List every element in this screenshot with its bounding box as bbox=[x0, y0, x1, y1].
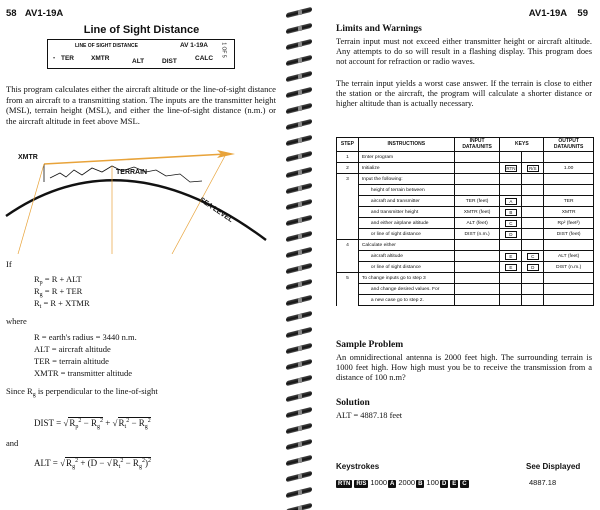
cell-input: TER (feet) bbox=[454, 196, 500, 207]
definition-xmtr: XMTR = transmitter altitude bbox=[34, 368, 133, 378]
cell-instruction: or line of sight distance bbox=[358, 229, 454, 240]
solution-text: ALT = 4887.18 feet bbox=[336, 411, 403, 420]
cell-key-1 bbox=[500, 152, 522, 163]
cell-step bbox=[337, 284, 359, 295]
cell-input: DIST (n.m.) bbox=[454, 229, 500, 240]
binding-ring bbox=[286, 136, 312, 145]
cell-input bbox=[454, 262, 500, 273]
steps-body bbox=[337, 152, 594, 306]
cell-input bbox=[454, 152, 500, 163]
definition-ter: TER = terrain altitude bbox=[34, 356, 109, 366]
cell-key-2 bbox=[522, 295, 544, 306]
cell-output bbox=[544, 295, 594, 306]
ring-hole bbox=[298, 58, 302, 63]
cell-key-1 bbox=[500, 229, 522, 240]
sample-heading: Sample Problem bbox=[336, 340, 404, 350]
keystroke-key: RTN bbox=[338, 481, 351, 487]
cell-key-2 bbox=[522, 251, 544, 262]
eq-rg-sub: g bbox=[39, 292, 43, 298]
keystroke-key: E bbox=[452, 481, 457, 487]
binding-ring bbox=[286, 168, 312, 177]
ring-hole bbox=[298, 506, 302, 510]
cell-key-1 bbox=[500, 251, 522, 262]
key-box: B bbox=[505, 209, 517, 216]
since-sub: g bbox=[32, 392, 36, 398]
cell-output bbox=[544, 152, 594, 163]
card-key-ter: TER bbox=[61, 55, 74, 62]
ring-hole bbox=[298, 378, 302, 383]
cell-instruction: height of terrain between bbox=[358, 185, 454, 196]
cell-instruction: Calculate either bbox=[358, 240, 454, 251]
cell-instruction: Input the following: bbox=[358, 174, 454, 185]
line-of-sight-diagram bbox=[4, 144, 280, 254]
ring-hole bbox=[298, 298, 302, 303]
binding-ring bbox=[286, 104, 312, 113]
cell-step bbox=[337, 262, 359, 273]
binding-ring bbox=[286, 88, 312, 97]
ring-hole bbox=[298, 442, 302, 447]
card-key-calc: CALC bbox=[195, 55, 214, 62]
binding-ring bbox=[286, 296, 312, 305]
card-key-alt: ALT bbox=[132, 58, 145, 65]
solution-heading: Solution bbox=[336, 398, 370, 408]
ring-hole bbox=[298, 266, 302, 271]
col-instructions: INSTRUCTIONS bbox=[358, 138, 454, 152]
cell-step bbox=[337, 251, 359, 262]
eq-rt-lhs: R bbox=[34, 298, 40, 308]
line-of-sight-ray bbox=[44, 154, 226, 164]
page-title: Line of Sight Distance bbox=[83, 24, 200, 36]
cell-key-2 bbox=[522, 218, 544, 229]
and-label: and bbox=[6, 438, 19, 448]
ring-hole bbox=[298, 490, 302, 495]
cell-output: DIST (feet) bbox=[544, 229, 594, 240]
ring-hole bbox=[298, 10, 302, 15]
program-code: AV1-19A bbox=[528, 8, 567, 19]
where-label: where bbox=[6, 316, 27, 326]
table-row bbox=[337, 284, 594, 295]
cell-key-2 bbox=[522, 174, 544, 185]
see-displayed-heading: See Displayed bbox=[526, 462, 581, 471]
diagram-svg bbox=[4, 144, 280, 254]
key-box: D bbox=[527, 264, 539, 271]
cell-instruction: To change inputs go to step 3 bbox=[358, 273, 454, 284]
card-side: 1 OF 5 bbox=[220, 42, 227, 58]
ring-hole bbox=[298, 186, 302, 191]
binding-ring bbox=[286, 424, 312, 433]
cell-input bbox=[454, 295, 500, 306]
key-box: C bbox=[505, 220, 517, 227]
page-number: 59 bbox=[577, 8, 588, 19]
cell-output: 1.00 bbox=[544, 163, 594, 174]
label-sea-level: SEA LEVEL bbox=[198, 196, 234, 225]
cell-output: DIST (n.m.) bbox=[544, 262, 594, 273]
ring-hole bbox=[298, 282, 302, 287]
cell-key-2 bbox=[522, 152, 544, 163]
cell-step bbox=[337, 185, 359, 196]
ring-hole bbox=[298, 362, 302, 367]
binding-ring bbox=[286, 72, 312, 81]
binding-ring bbox=[286, 40, 312, 49]
cell-instruction: Enter program bbox=[358, 152, 454, 163]
binding-ring bbox=[286, 360, 312, 369]
dist-formula-lhs: DIST = bbox=[34, 418, 64, 428]
cell-step bbox=[337, 229, 359, 240]
card-key-xmtr: XMTR bbox=[91, 55, 110, 62]
cell-input bbox=[454, 273, 500, 284]
magnetic-card bbox=[47, 39, 235, 69]
key-box: E bbox=[505, 253, 517, 260]
cell-instruction: or line of sight distance bbox=[358, 262, 454, 273]
ring-hole bbox=[298, 394, 302, 399]
label-xmtr: XMTR bbox=[18, 154, 38, 161]
sea-level-arc bbox=[6, 180, 266, 240]
cell-step bbox=[337, 218, 359, 229]
binding-ring bbox=[286, 392, 312, 401]
cell-output: TER bbox=[544, 196, 594, 207]
cell-key-1 bbox=[500, 284, 522, 295]
ring-hole bbox=[298, 74, 302, 79]
cell-instruction: Initialize bbox=[358, 163, 454, 174]
cell-key-2 bbox=[522, 207, 544, 218]
key-box: R/S bbox=[527, 165, 539, 172]
cell-instruction: aircraft altitude bbox=[358, 251, 454, 262]
ring-hole bbox=[298, 410, 302, 415]
cell-instruction: and transmitter height bbox=[358, 207, 454, 218]
dist-formula: DIST = $√R_p^2 - R_g^2 + √R_t^2 - R_g^2$ bbox=[34, 418, 151, 430]
ring-hole bbox=[298, 346, 302, 351]
cell-step bbox=[337, 207, 359, 218]
ring-hole bbox=[298, 154, 302, 159]
label-terrain: TERRAIN bbox=[116, 169, 148, 176]
keystroke-sequence bbox=[336, 478, 471, 488]
binding-ring bbox=[286, 408, 312, 417]
binding-ring bbox=[286, 312, 312, 321]
radius-line-3 bbox=[172, 154, 226, 254]
cell-step: 5 bbox=[337, 273, 359, 284]
cell-output: XMTR bbox=[544, 207, 594, 218]
cell-step: 1 bbox=[337, 152, 359, 163]
ring-hole bbox=[298, 314, 302, 319]
card-dot-icon: • bbox=[53, 56, 56, 62]
keystroke-number: 100 bbox=[426, 478, 439, 487]
ring-hole bbox=[298, 202, 302, 207]
binding-ring bbox=[286, 504, 312, 510]
cell-input: ALT (feet) bbox=[454, 218, 500, 229]
cell-output bbox=[544, 174, 594, 185]
cell-instruction: and change desired values. For bbox=[358, 284, 454, 295]
table-header-row bbox=[337, 138, 594, 152]
table-row bbox=[337, 251, 594, 262]
since-sentence bbox=[6, 386, 158, 398]
cell-key-2 bbox=[522, 273, 544, 284]
cell-step: 2 bbox=[337, 163, 359, 174]
ring-hole bbox=[298, 170, 302, 175]
cell-key-2 bbox=[522, 240, 544, 251]
binding-ring bbox=[286, 376, 312, 385]
cell-key-1 bbox=[500, 218, 522, 229]
definition-r: R = earth's radius = 3440 n.m. bbox=[34, 332, 137, 342]
binding-ring bbox=[286, 8, 312, 17]
right-page bbox=[314, 0, 600, 510]
cell-instruction: and either airplane altitude bbox=[358, 218, 454, 229]
binding-ring bbox=[286, 184, 312, 193]
alt-formula-lhs: ALT = bbox=[34, 458, 61, 468]
keystroke-key: R/S bbox=[356, 481, 367, 487]
sample-text: An omnidirectional antenna is 2000 feet high. The surrounding terrain is 1000 feet high. How high must you be to receive the transmission from a distance of 100 n.m? bbox=[336, 353, 592, 383]
left-header bbox=[6, 8, 69, 19]
binding-ring bbox=[286, 56, 312, 65]
table-row bbox=[337, 185, 594, 196]
binding-ring bbox=[286, 344, 312, 353]
cell-key-1 bbox=[500, 207, 522, 218]
cell-output: Rp² (feet²) bbox=[544, 218, 594, 229]
keystroke-key: B bbox=[418, 481, 423, 487]
right-header bbox=[521, 8, 588, 19]
binding-ring bbox=[286, 328, 312, 337]
ring-hole bbox=[298, 250, 302, 255]
eq-rg-rhs: = R + TER bbox=[44, 286, 83, 296]
spiral-binding bbox=[283, 0, 314, 510]
limits-paragraph-2: The terrain input yields a worst case answer. If the terrain is close to either the station or the aircraft, the program will calculate a shorter distance or higher altitude than is actually necessary. bbox=[336, 79, 592, 109]
binding-ring bbox=[286, 216, 312, 225]
ring-hole bbox=[298, 426, 302, 431]
steps-table bbox=[336, 137, 594, 306]
binding-ring bbox=[286, 280, 312, 289]
cell-step bbox=[337, 196, 359, 207]
cell-input bbox=[454, 284, 500, 295]
binding-ring bbox=[286, 472, 312, 481]
ring-hole bbox=[298, 90, 302, 95]
if-label: If bbox=[6, 259, 12, 269]
keystroke-key: D bbox=[441, 481, 447, 487]
ring-hole bbox=[298, 234, 302, 239]
equation-rp bbox=[34, 274, 82, 286]
cell-output: ALT (feet) bbox=[544, 251, 594, 262]
cell-key-2 bbox=[522, 196, 544, 207]
cell-key-1 bbox=[500, 240, 522, 251]
ring-hole bbox=[298, 106, 302, 111]
table-row bbox=[337, 262, 594, 273]
cell-key-2 bbox=[522, 229, 544, 240]
cell-input: XMTR (feet) bbox=[454, 207, 500, 218]
ring-hole bbox=[298, 26, 302, 31]
equation-rt bbox=[34, 298, 90, 310]
cell-instruction: aircraft and transmitter bbox=[358, 196, 454, 207]
limits-paragraph-1: Terrain input must not exceed either transmitter height or aircraft altitude. Any attempts to do so will result in a flashing display. This program does not account for refraction or radio waves. bbox=[336, 37, 592, 67]
cell-output bbox=[544, 284, 594, 295]
cell-output bbox=[544, 273, 594, 284]
binding-ring bbox=[286, 24, 312, 33]
cell-step bbox=[337, 295, 359, 306]
ring-hole bbox=[298, 218, 302, 223]
key-box: RTN bbox=[506, 165, 516, 171]
col-step: STEP bbox=[337, 138, 359, 152]
binding-ring bbox=[286, 232, 312, 241]
keystroke-key: C bbox=[462, 481, 467, 487]
limits-heading: Limits and Warnings bbox=[336, 24, 422, 34]
eq-rg-lhs: R bbox=[34, 286, 40, 296]
program-code: AV1-19A bbox=[24, 8, 64, 19]
cell-key-2 bbox=[522, 284, 544, 295]
cell-key-1 bbox=[500, 295, 522, 306]
card-key-dist: DIST bbox=[162, 58, 177, 65]
binding-ring bbox=[286, 264, 312, 273]
keystroke-key: A bbox=[390, 481, 395, 487]
binding-ring bbox=[286, 248, 312, 257]
ring-hole bbox=[298, 458, 302, 463]
cell-input bbox=[454, 163, 500, 174]
keystroke-number: 2000 bbox=[398, 478, 416, 487]
binding-ring bbox=[286, 200, 312, 209]
cell-input bbox=[454, 185, 500, 196]
page-number: 58 bbox=[6, 8, 17, 19]
equation-rg bbox=[34, 286, 82, 298]
cell-input bbox=[454, 251, 500, 262]
definition-alt: ALT = aircraft altitude bbox=[34, 344, 111, 354]
cell-key-2 bbox=[522, 262, 544, 273]
cell-key-1 bbox=[500, 262, 522, 273]
intro-paragraph: This program calculates either the aircraft altitude or the line-of-sight distance from an aircraft to a transmitting station. The inputs are the transmitter height (MSL), terrain height (MSL), and either the line-of-sight distance (n.m.) or the aircraft altitude in feet above MSL. bbox=[6, 84, 276, 126]
col-keys: KEYS bbox=[500, 138, 544, 152]
cell-key-1 bbox=[500, 185, 522, 196]
eq-rt-rhs: = R + XTMR bbox=[43, 298, 90, 308]
ring-hole bbox=[298, 122, 302, 127]
cell-step: 4 bbox=[337, 240, 359, 251]
table-row bbox=[337, 229, 594, 240]
key-box: E bbox=[505, 264, 517, 271]
binding-ring bbox=[286, 152, 312, 161]
cell-step: 3 bbox=[337, 174, 359, 185]
cell-instruction: a new case go to step 2. bbox=[358, 295, 454, 306]
cell-key-1 bbox=[500, 163, 522, 174]
card-name: AV 1-19A bbox=[179, 42, 208, 49]
cell-key-1 bbox=[500, 174, 522, 185]
ring-hole bbox=[298, 42, 302, 47]
table-row bbox=[337, 196, 594, 207]
eq-rp-lhs: R bbox=[34, 274, 40, 284]
cell-key-2 bbox=[522, 163, 544, 174]
table-row bbox=[337, 218, 594, 229]
eq-rt-sub: t bbox=[39, 304, 42, 310]
key-box: D bbox=[505, 231, 517, 238]
cell-input bbox=[454, 174, 500, 185]
cell-input bbox=[454, 240, 500, 251]
key-box: A bbox=[505, 198, 517, 205]
card-title: LINE OF SIGHT DISTANCE bbox=[75, 43, 138, 49]
cell-key-1 bbox=[500, 196, 522, 207]
binding-ring bbox=[286, 488, 312, 497]
binding-ring bbox=[286, 120, 312, 129]
table-row bbox=[337, 240, 594, 251]
col-output: OUTPUT DATA/UNITS bbox=[544, 138, 594, 152]
binding-ring bbox=[286, 456, 312, 465]
cell-key-1 bbox=[500, 273, 522, 284]
key-box: C bbox=[527, 253, 539, 260]
table-row bbox=[337, 295, 594, 306]
keystrokes-heading: Keystrokes bbox=[336, 462, 380, 471]
ring-hole bbox=[298, 138, 302, 143]
col-input: INPUT DATA/UNITS bbox=[454, 138, 500, 152]
keystroke-number: 1000 bbox=[370, 478, 388, 487]
eq-rp-rhs: = R + ALT bbox=[44, 274, 82, 284]
eq-rp-sub: p bbox=[39, 280, 43, 286]
table-row bbox=[337, 163, 594, 174]
binding-ring bbox=[286, 440, 312, 449]
ring-hole bbox=[298, 474, 302, 479]
displayed-value: 4887.18 bbox=[529, 478, 557, 487]
since-text: Since R bbox=[6, 386, 33, 396]
since-rest: is perpendicular to the line-of-sight bbox=[35, 386, 158, 396]
table-row bbox=[337, 152, 594, 163]
cell-key-2 bbox=[522, 185, 544, 196]
cell-output bbox=[544, 185, 594, 196]
cell-output bbox=[544, 240, 594, 251]
left-page bbox=[0, 0, 283, 510]
table-row bbox=[337, 174, 594, 185]
table-row bbox=[337, 207, 594, 218]
alt-formula: ALT = $√R_g^2 + (D - √R_t^2 - R_g^2)^2$ bbox=[34, 458, 151, 470]
radius-line-1 bbox=[18, 164, 44, 254]
ring-hole bbox=[298, 330, 302, 335]
table-row bbox=[337, 273, 594, 284]
